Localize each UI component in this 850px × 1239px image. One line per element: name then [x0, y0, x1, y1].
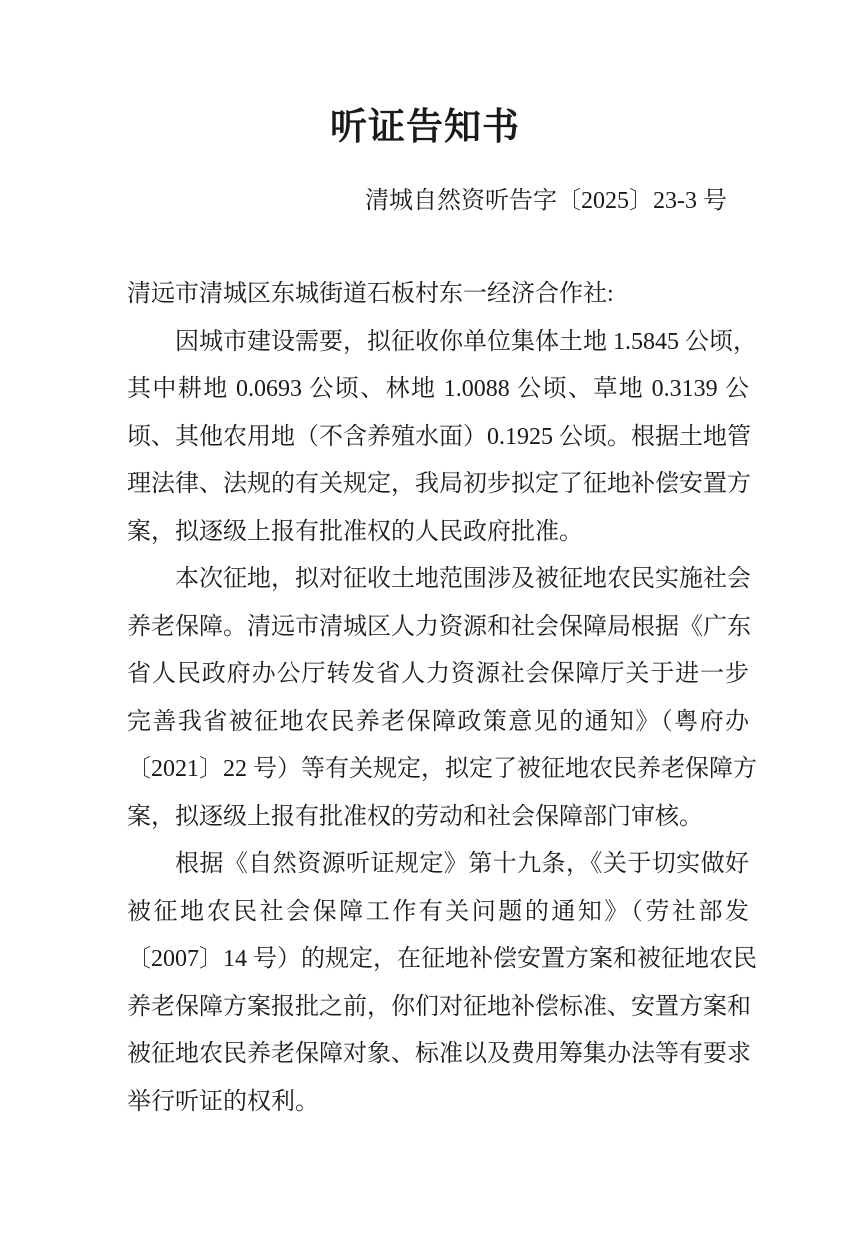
document-body: [127, 271, 757, 1126]
paragraph-2-line: 养老保障。清远市清城区人力资源和社会保障局根据《广东: [127, 613, 751, 640]
paragraph-2-line: 案，拟逐级上报有批准权的劳动和社会保障部门审核。: [127, 803, 703, 830]
paragraph-1-line: 因城市建设需要，拟征收你单位集体土地 1.5845 公顷，: [175, 328, 757, 355]
paragraph-1-line: 理法律、法规的有关规定，我局初步拟定了征地补偿安置方: [127, 471, 751, 497]
paragraph-3-line: 被征地农民养老保障对象、标准以及费用筹集办法等有要求: [127, 1041, 751, 1067]
paragraph-3-line: 〔2007〕14 号）的规定，在征地补偿安置方案和被征地农民: [127, 946, 757, 972]
paragraph-2-line: 省人民政府办公厅转发省人力资源社会保障厅关于进一步: [127, 661, 749, 687]
paragraph-2-line: 本次征地，拟对征收土地范围涉及被征地农民实施社会: [175, 566, 751, 592]
paragraph-1-line: 其中耕地 0.0693 公顷、林地 1.0088 公顷、草地 0.3139 公: [127, 376, 749, 402]
document-number: 清城自然资听告字〔2025〕23-3 号: [365, 188, 727, 214]
document-title: 听证告知书: [330, 107, 520, 148]
paragraph-1-line: 案，拟逐级上报有批准权的人民政府批准。: [127, 518, 583, 545]
salutation-line: 清远市清城区东城街道石板村东一经济合作社:: [127, 281, 614, 307]
paragraph-2-line: 完善我省被征地农民养老保障政策意见的通知》（粤府办: [127, 708, 749, 735]
paragraph-3-line: 举行听证的权利。: [127, 1088, 319, 1115]
paragraph-2-line: 〔2021〕22 号）等有关规定，拟定了被征地农民养老保障方: [127, 756, 757, 782]
paragraph-3-line: 养老保障方案报批之前，你们对征地补偿标准、安置方案和: [127, 993, 751, 1020]
paragraph-1-line: 顷、其他农用地（不含养殖水面）0.1925 公顷。根据土地管: [127, 423, 751, 450]
paragraph-3-line: 根据《自然资源听证规定》第十九条，《关于切实做好: [175, 851, 749, 877]
paragraph-3-line: 被征地农民社会保障工作有关问题的通知》（劳社部发: [127, 898, 749, 925]
